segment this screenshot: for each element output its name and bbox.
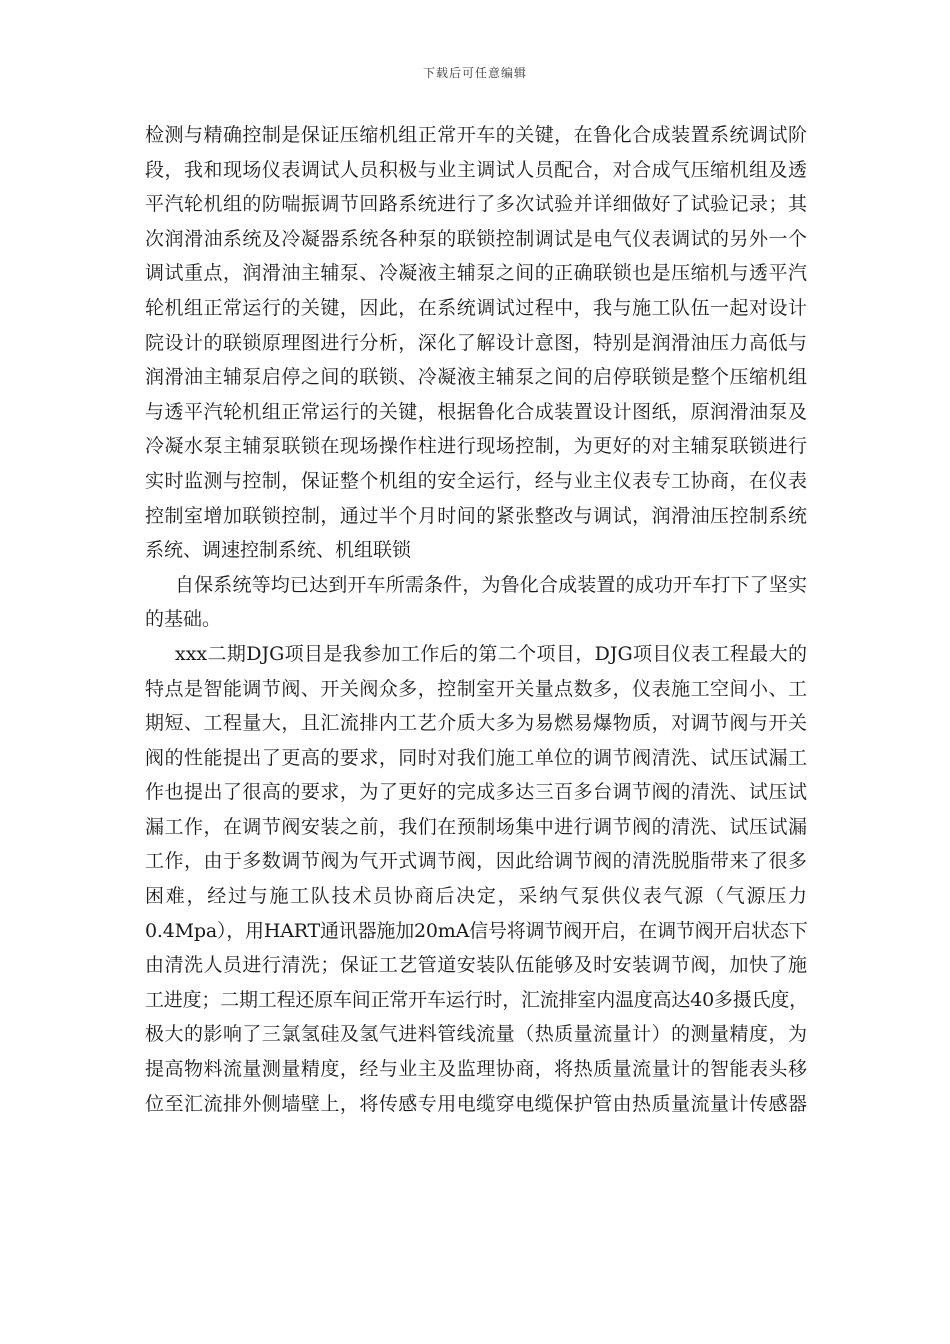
text-line: 的基础。	[145, 608, 222, 631]
text-line: 特点是智能调节阀、开关阀众多，控制室开关量点数多，仪表施工空间小、工	[145, 677, 807, 700]
text-line: 院设计的联锁原理图进行分析，深化了解设计意图，特别是润滑油压力高低与	[145, 331, 807, 354]
text-line: 段，我和现场仪表调试人员积极与业主调试人员配合，对合成气压缩机组及透	[145, 158, 807, 181]
text-line: 冷凝水泵主辅泵联锁在现场操作柱进行现场控制，为更好的对主辅泵联锁进行	[145, 435, 807, 458]
text-line: 位至汇流排外侧墙壁上，将传感专用电缆穿电缆保护管由热质量流量计传感器	[145, 1092, 807, 1115]
text-line: xxx二期DJG项目是我参加工作后的第二个项目，DJG项目仪表工程最大的	[175, 642, 807, 665]
text-line: 调试重点，润滑油主辅泵、冷凝液主辅泵之间的正确联锁也是压缩机与透平汽	[145, 262, 807, 285]
text-line: 作也提出了很高的要求，为了更好的完成多达三百多台调节阀的清洗、试压试	[145, 781, 807, 804]
text-line: 工作，由于多数调节阀为气开式调节阀，因此给调节阀的清洗脱脂带来了很多	[145, 850, 807, 873]
text-line: 自保系统等均已达到开车所需条件，为鲁化合成装置的成功开车打下了坚实	[175, 573, 807, 596]
paragraph-1	[145, 118, 807, 568]
text-line: 期短、工程量大，且汇流排内工艺介质大多为易燃易爆物质，对调节阀与开关	[145, 712, 807, 735]
text-line: 工进度；二期工程还原车间正常开车运行时，汇流排室内温度高达40多摄氏度，	[145, 988, 808, 1011]
text-line: 漏工作，在调节阀安装之前，我们在预制场集中进行调节阀的清洗、试压试漏	[145, 815, 807, 838]
text-line: 系统、调速控制系统、机组联锁	[145, 539, 412, 562]
text-line: 0.4Mpa），用HART通讯器施加20mA信号将调节阀开启，在调节阀开启状态下	[145, 919, 808, 942]
text-line: 平汽轮机组的防喘振调节回路系统进行了多次试验并详细做好了试验记录；其	[145, 193, 807, 216]
text-line: 提高物料流量测量精度，经与业主及监理协商，将热质量流量计的智能表头移	[145, 1058, 807, 1081]
text-line: 检测与精确控制是保证压缩机组正常开车的关键，在鲁化合成装置系统调试阶	[145, 124, 807, 146]
paragraph-3	[145, 637, 807, 1121]
text-line: 控制室增加联锁控制，通过半个月时间的紧张整改与调试，润滑油压控制系统	[145, 504, 807, 527]
text-line: 次润滑油系统及冷凝器系统各种泵的联锁控制调试是电气仪表调试的另外一个	[145, 227, 807, 250]
text-line: 极大的影响了三氯氢硅及氢气进料管线流量（热质量流量计）的测量精度，为	[145, 1023, 807, 1046]
text-line: 轮机组正常运行的关键，因此，在系统调试过程中，我与施工队伍一起对设计	[145, 296, 807, 319]
header-note: 下载后可任意编辑	[422, 66, 527, 80]
text-line: 困难，经过与施工队技术员协商后决定，采纳气泵供仪表气源（气源压力	[145, 885, 807, 908]
text-line: 润滑油主辅泵启停之间的联锁、冷凝液主辅泵之间的启停联锁是整个压缩机组	[145, 366, 807, 389]
body-text	[145, 118, 807, 1121]
text-line: 由清洗人员进行清洗；保证工艺管道安装队伍能够及时安装调节阀，加快了施	[145, 954, 807, 977]
paragraph-2	[145, 568, 807, 637]
text-line: 实时监测与控制，保证整个机组的安全运行，经与业主仪表专工协商，在仪表	[145, 469, 807, 492]
text-line: 与透平汽轮机组正常运行的关键，根据鲁化合成装置设计图纸，原润滑油泵及	[145, 400, 807, 423]
text-line: 阀的性能提出了更高的要求，同时对我们施工单位的调节阀清洗、试压试漏工	[145, 746, 807, 769]
